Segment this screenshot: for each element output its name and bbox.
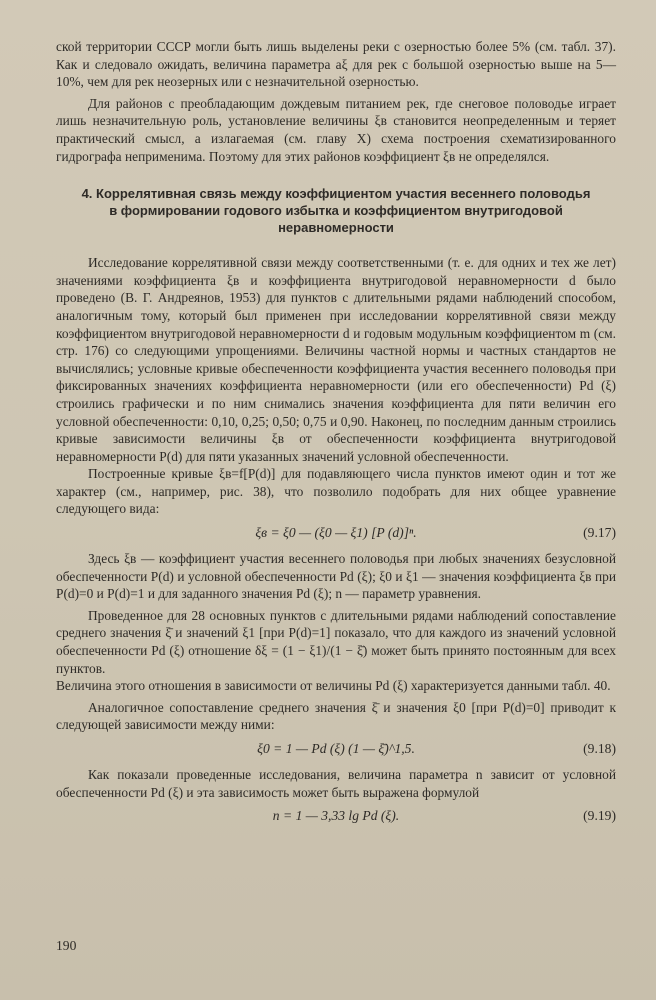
paragraph-6: Проведенное для 28 основных пунктов с длительными рядами наблюдений сопоставление среднего значения ξ̄ и значений ξ1 [при P(d)=1] показало, что для каждого из значений условной обеспеченности Pd (ξ) отношение δξ = (1 − ξ1)/(1 − ξ̄) может быть принято постоянным для всех пунктов.: [56, 607, 616, 676]
equation-number-9-19: (9.19): [583, 808, 616, 824]
paragraph-3: Исследование коррелятивной связи между соответственными (т. е. для одних и тех же лет) значениями коэффициента ξв и коэффициента внутригодовой неравномерности d было проведено (В. Г. Андреянов, 1953) для пунктов с длительными рядами наблюдений способом, аналогичным тому, который был применен при исследовании коррелятивной связи между коэффициентом внутригодовой неравномерности d и годовым модульным коэффициентом m (см. стр. 176) со следующими упрощениями. Величины частной нормы и частных стандартов не вычислялись; условные кривые обеспеченности коэффициента участия весеннего половодья при фиксированных значениях коэффициента неравномерности (или его обеспеченности) Pd (ξ) строились графически и по ним снимались значения коэффициента для пяти величин его условной обеспеченности: 0,10, 0,25; 0,50; 0,75 и 0,90. Наконец, по последним данным строились кривые зависимости величины ξв от обеспеченности коэффициента внутригодовой неравномерности P(d) для пяти указанных значений условной обеспеченности.: [56, 255, 616, 464]
paragraph-7: Величина этого отношения в зависимости от величины Pd (ξ) характеризуется данными табл. 40.: [56, 678, 611, 694]
paragraph-5: Здесь ξв — коэффициент участия весеннего половодья при любых значениях безусловной обеспеченности P(d) и условной обеспеченности Pd (ξ); ξ0 и ξ1 — значения коэффициента ξв при P(d)=0 и P(d)=1 и для заданного значения Pd (ξ); n — параметр уравнения.: [56, 551, 616, 602]
formula-9-18: [56, 738, 616, 760]
formula-9-17: [56, 522, 616, 544]
paragraph-1: ской территории СССР могли быть лишь выделены реки с озерностью более 5% (см. табл. 37). Как и следовало ожидать, величина параметра aξ для рек с большой озерностью выше на 5—10%, чем для рек неозерных или с незначительной озерностью.: [56, 39, 616, 90]
paragraph-2: Для районов с преобладающим дождевым питанием рек, где снеговое половодье играет лишь незначительную роль, установление величины ξв становится неопределенным и теряет практический смысл, а излагаемая (см. главу X) схема построения схематизированного гидрографа неприменима. Поэтому для этих районов коэффициент ξв не определялся.: [56, 95, 616, 164]
page-number: 190: [56, 938, 77, 953]
equation-number-9-17: (9.17): [583, 525, 616, 541]
formula-9-18-body: ξ0 = 1 — Pd (ξ) (1 — ξ̄)^1,5.: [257, 741, 415, 756]
section-heading: 4. Коррелятивная связь между коэффициентом участия весеннего половодья в формировании годового избытка и коэффициентом внутригодовой неравномерности: [81, 186, 591, 236]
equation-number-9-18: (9.18): [583, 741, 616, 756]
formula-9-19-body: n = 1 — 3,33 lg Pd (ξ).: [272, 808, 400, 824]
paragraph-9: Как показали проведенные исследования, величина параметра n зависит от условной обеспеченности Pd (ξ) и эта зависимость может быть выражена формулой: [56, 767, 616, 800]
formula-9-17-body: ξв = ξ0 — (ξ0 — ξ1) [P (d)]ⁿ.: [255, 525, 417, 541]
formula-9-19: [56, 805, 616, 827]
paragraph-8: Аналогичное сопоставление среднего значения ξ̄ и значения ξ0 [при P(d)=0] приводит к следующей зависимости между ними:: [56, 699, 616, 733]
paragraph-4: Построенные кривые ξв=f[P(d)] для подавляющего числа пунктов имеют один и тот же характер (см., например, рис. 38), что позволило подобрать для них общее уравнение следующего вида:: [56, 466, 616, 517]
